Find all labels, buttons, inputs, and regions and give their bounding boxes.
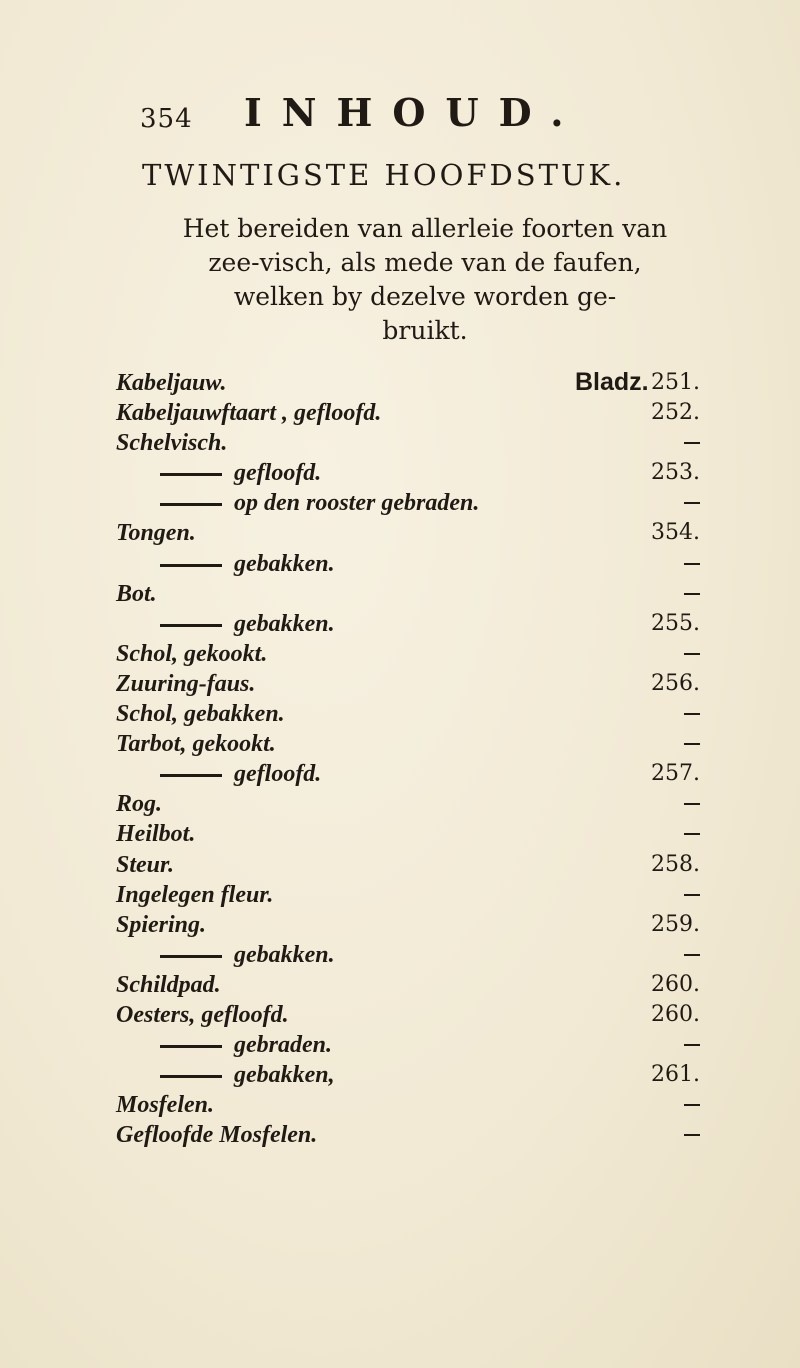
toc-entry-title — [116, 1120, 317, 1150]
toc-entry — [116, 910, 700, 940]
toc-entry-ditto — [640, 549, 700, 579]
toc-entry-title — [116, 1090, 214, 1120]
ditto-dash — [160, 473, 222, 476]
toc-entry — [116, 669, 700, 699]
toc-entry-text: Kabeljauwftaart , gefloofd. — [116, 400, 382, 427]
toc-entry-title — [160, 759, 321, 789]
toc-entry-text: gefloofd. — [234, 460, 322, 487]
toc-entry-text: Ingelegen fleur. — [116, 881, 274, 908]
ditto-mark — [684, 743, 700, 745]
toc-entry-title — [160, 609, 335, 639]
ditto-mark — [684, 563, 700, 565]
toc-entry-text: Schol, gekookt. — [116, 640, 268, 667]
table-of-contents — [116, 368, 700, 1150]
ditto-dash — [160, 1045, 222, 1048]
toc-entry — [116, 1030, 700, 1060]
toc-entry-title — [116, 970, 221, 1000]
toc-entry-text: Rog. — [116, 791, 163, 818]
toc-entry-title — [116, 428, 227, 458]
toc-entry-title — [116, 850, 174, 880]
summary-line: welken by dezelve worden ge- — [233, 282, 617, 311]
toc-entry-text: Oesters, gefloofd. — [116, 1001, 289, 1028]
toc-entry-page: 261. — [651, 1062, 700, 1088]
toc-entry — [116, 639, 700, 669]
toc-entry-title — [116, 699, 285, 729]
toc-entry-text: gefloofd. — [234, 761, 322, 788]
toc-entry-text: Kabeljauw. — [116, 370, 227, 396]
toc-entry-text: gebakken. — [234, 550, 335, 577]
toc-entry-ditto — [640, 729, 700, 759]
toc-entry-title — [116, 729, 276, 759]
toc-entry-ditto — [640, 940, 700, 970]
toc-entry-ditto — [640, 1090, 700, 1120]
summary-line: Het bereiden van allerleie foorten van — [182, 214, 668, 243]
toc-entry-title — [116, 880, 273, 910]
toc-entry — [116, 1090, 700, 1120]
toc-entry — [116, 699, 700, 729]
toc-entry-title — [116, 579, 157, 609]
toc-entry — [116, 729, 700, 759]
toc-entry-ditto — [640, 639, 700, 669]
toc-entry-text: gebraden. — [234, 1032, 332, 1059]
ditto-dash — [160, 624, 222, 627]
toc-entry-title — [160, 1030, 332, 1060]
toc-entry-page: 260. — [651, 1001, 700, 1027]
toc-entry-title — [160, 940, 335, 970]
toc-entry-ditto — [640, 428, 700, 458]
toc-entry-title — [116, 1000, 289, 1030]
ditto-mark — [684, 1044, 700, 1046]
toc-entry-title — [116, 518, 196, 548]
ditto-mark — [684, 803, 700, 805]
toc-entry — [116, 518, 700, 548]
toc-entry-text: Steur. — [116, 851, 175, 878]
toc-entry-page: 259. — [651, 911, 700, 937]
summary-line: zee-visch, als mede van de faufen, — [208, 248, 642, 277]
toc-entry-ditto — [640, 1030, 700, 1060]
bladz-label: Bladz. — [575, 368, 649, 396]
ditto-mark — [684, 1134, 700, 1136]
toc-entry-text: Gefloofde Mosfelen. — [116, 1122, 318, 1149]
toc-entry-page: 256. — [651, 670, 700, 696]
ditto-mark — [684, 442, 700, 444]
toc-entry-page: 260. — [651, 971, 700, 997]
toc-entry-text: Bot. — [116, 580, 157, 607]
toc-entry-title — [116, 639, 267, 669]
chapter-title: TWINTIGSTE HOOFDSTUK. — [142, 158, 626, 192]
toc-entry-ditto — [640, 699, 700, 729]
toc-entry-title — [116, 368, 226, 398]
toc-entry-text: op den rooster gebraden. — [234, 490, 480, 517]
toc-entry-page: 253. — [651, 460, 700, 486]
toc-entry-title — [116, 819, 195, 849]
toc-entry-text: Spiering. — [116, 911, 207, 938]
toc-entry-title — [116, 789, 162, 819]
toc-entry-page: 354. — [651, 520, 700, 546]
ditto-dash — [160, 774, 222, 777]
ditto-mark — [684, 894, 700, 896]
toc-entry — [116, 1000, 700, 1030]
ditto-mark — [684, 954, 700, 956]
ditto-dash — [160, 564, 222, 567]
toc-entry-text: gebakken, — [234, 1062, 335, 1089]
toc-entry-text: gebakken. — [234, 941, 335, 968]
toc-entry-title — [116, 398, 381, 428]
toc-entry — [116, 789, 700, 819]
toc-entry-text: Heilbot. — [116, 821, 196, 848]
toc-entry-ditto — [640, 1120, 700, 1150]
ditto-mark — [684, 713, 700, 715]
chapter-summary — [150, 212, 700, 348]
toc-entry-page: 251. — [651, 370, 700, 395]
toc-entry-title — [160, 458, 321, 488]
toc-entry — [116, 880, 700, 910]
toc-entry-title — [116, 910, 206, 940]
ditto-mark — [684, 653, 700, 655]
ditto-dash — [160, 503, 222, 506]
running-head: INHOUD. — [244, 90, 584, 135]
toc-entry-text: Schelvisch. — [116, 430, 228, 457]
ditto-mark — [684, 593, 700, 595]
toc-entry-text: Schildpad. — [116, 971, 221, 998]
toc-entry — [116, 970, 700, 1000]
page-number: 354 — [140, 104, 193, 134]
toc-entry-text: gebakken. — [234, 610, 335, 637]
toc-entry-ditto — [640, 880, 700, 910]
toc-entry — [116, 1060, 700, 1090]
toc-entry-ditto — [640, 488, 700, 518]
toc-entry — [116, 819, 700, 849]
toc-entry-text: Tarbot, gekookt. — [116, 731, 276, 758]
toc-entry-ditto — [640, 819, 700, 849]
toc-entry-text: Mosfelen. — [116, 1092, 214, 1119]
ditto-mark — [684, 1104, 700, 1106]
toc-entry-text: Zuuring-faus. — [116, 670, 256, 697]
summary-line: bruikt. — [382, 316, 468, 345]
toc-entry — [116, 609, 700, 639]
toc-entry — [116, 398, 700, 428]
toc-entry — [116, 940, 700, 970]
toc-entry-page: 252. — [651, 400, 700, 426]
toc-entry-page: 255. — [651, 610, 700, 636]
toc-entry-page: 258. — [651, 851, 700, 877]
ditto-dash — [160, 955, 222, 958]
toc-entry-title — [160, 488, 479, 518]
toc-entry-title — [160, 1060, 335, 1090]
toc-entry-text: Tongen. — [116, 520, 196, 547]
toc-entry — [116, 850, 700, 880]
toc-entry-ditto — [640, 579, 700, 609]
toc-entry — [116, 488, 700, 518]
toc-entry-title — [116, 669, 255, 699]
toc-entry — [116, 1120, 700, 1150]
toc-entry — [116, 428, 700, 458]
toc-entry-title — [160, 549, 335, 579]
toc-entry — [116, 549, 700, 579]
toc-entry-page: 257. — [651, 761, 700, 787]
ditto-mark — [684, 502, 700, 504]
toc-entry-text: Schol, gebakken. — [116, 701, 285, 728]
ditto-mark — [684, 833, 700, 835]
toc-entry-ditto — [640, 789, 700, 819]
toc-entry — [116, 579, 700, 609]
toc-entry — [116, 759, 700, 789]
ditto-dash — [160, 1075, 222, 1078]
toc-entry — [116, 458, 700, 488]
